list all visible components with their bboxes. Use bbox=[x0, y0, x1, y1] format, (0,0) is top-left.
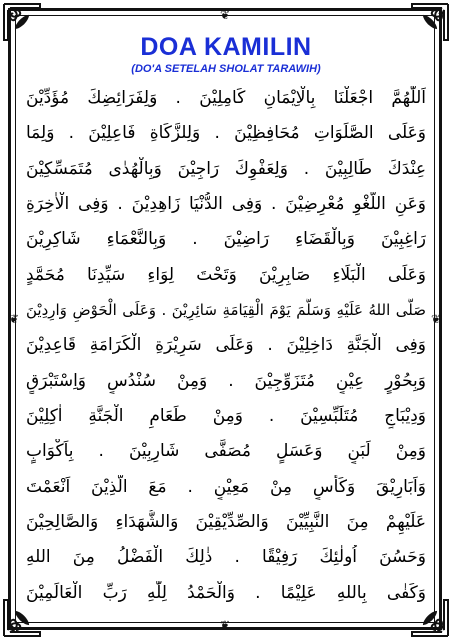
page-subtitle: (DO'A SETELAH SHOLAT TARAWIH) bbox=[131, 63, 321, 75]
doa-line: وَعَلَى الصَّلَوَاتِ مُحَافِظِيْنَ . وَلِلزَّكَاةِ فَاعِلِيْنَ . وَلِمَا bbox=[26, 123, 426, 144]
border-ornament-icon: ❦ bbox=[431, 312, 442, 326]
doa-line: عَلَيْهِمْ مِنَ النَّبِيِّيْنَ وَالصِّدِّيْقِيْنَ وَالشُّهَدَاءِ وَالصَّالِحِيْنَ bbox=[26, 512, 426, 533]
doa-line: وَعَلَى الْبَلَاءِ صَابِرِيْنَ وَتَحْتَ لِوَاءِ سَيِّدِنَا مُحَمَّدٍ bbox=[26, 264, 426, 285]
doa-line: وَمِنْ لَبَنٍ وَعَسَلٍ مُصَفًّى شَارِبِيْنَ . بِاَكْوَابٍ bbox=[26, 441, 426, 462]
doa-line: وَحَسُنَ اُولٰئِكَ رَفِيْقًا . ذٰلِكَ الْفَضْلُ مِنَ اللهِ bbox=[26, 547, 426, 568]
page-title: DOA KAMILIN bbox=[140, 33, 312, 61]
doa-line: عِنْدَكَ طَالِبِيْنَ . وَلِعَفْوِكَ رَاجِيْنَ وَبِالْهُدٰى مُتَمَسِّكِيْنَ bbox=[26, 158, 426, 179]
border-ornament-icon: ❦ bbox=[9, 312, 20, 326]
border-ornament-icon: ❦ bbox=[220, 8, 231, 22]
doa-line: وَبِحُوْرٍ عِيْنٍ مُتَزَوِّجِيْنَ . وَمِنْ سُنْدُسٍ وَاِسْتَبْرَقٍ bbox=[26, 370, 426, 391]
doa-line: اَللّٰهُمَّ اجْعَلْنَا بِالْاِيْمَانِ كَامِلِيْنَ . وَلِفَرَائِضِكَ مُؤَدِّيْنَ bbox=[26, 88, 426, 108]
doa-line: رَاغِبِيْنَ وَبِالْقَضَاءِ رَاضِيْنَ . وَبِالنَّعْمَاءِ شَاكِرِيْنَ bbox=[26, 229, 426, 250]
doa-line: وَكَفٰى بِاللهِ عَلِيْمًا . وَالْحَمْدُ لِلّٰهِ رَبِّ الْعَالَمِيْنَ bbox=[26, 582, 426, 603]
doa-line: وَدِيْبَاجٍ مُتَلَبِّسِيْنَ . وَمِنْ طَعَامِ الْجَنَّةِ اٰكِلِيْنَ bbox=[26, 406, 426, 427]
doa-text bbox=[26, 86, 426, 606]
doa-line: صَلَّى اللهُ عَلَيْهِ وَسَلَّمَ يَوْمَ الْقِيَامَةِ سَائِرِيْنَ . وَعَلَى الْحَوْضِ وَارِدِيْنَ bbox=[26, 301, 426, 320]
doa-line: وَفِى الْجَنَّةِ دَاخِلِيْنَ . وَعَلَى سَرِيْرَةِ الْكَرَامَةِ قَاعِدِيْنَ bbox=[26, 335, 426, 356]
doa-line: وَعَنِ اللَّغْوِ مُعْرِضِيْنَ . وَفِى الدُّنْيَا زَاهِدِيْنَ . وَفِى الْاٰخِرَةِ bbox=[26, 194, 426, 215]
doa-line: وَاَبَارِيْقَ وَكَأْسٍ مِنْ مَعِيْنٍ . مَعَ الَّذِيْنَ اَنْعَمْتَ bbox=[26, 476, 426, 497]
border-ornament-icon: ❦ bbox=[220, 618, 231, 632]
